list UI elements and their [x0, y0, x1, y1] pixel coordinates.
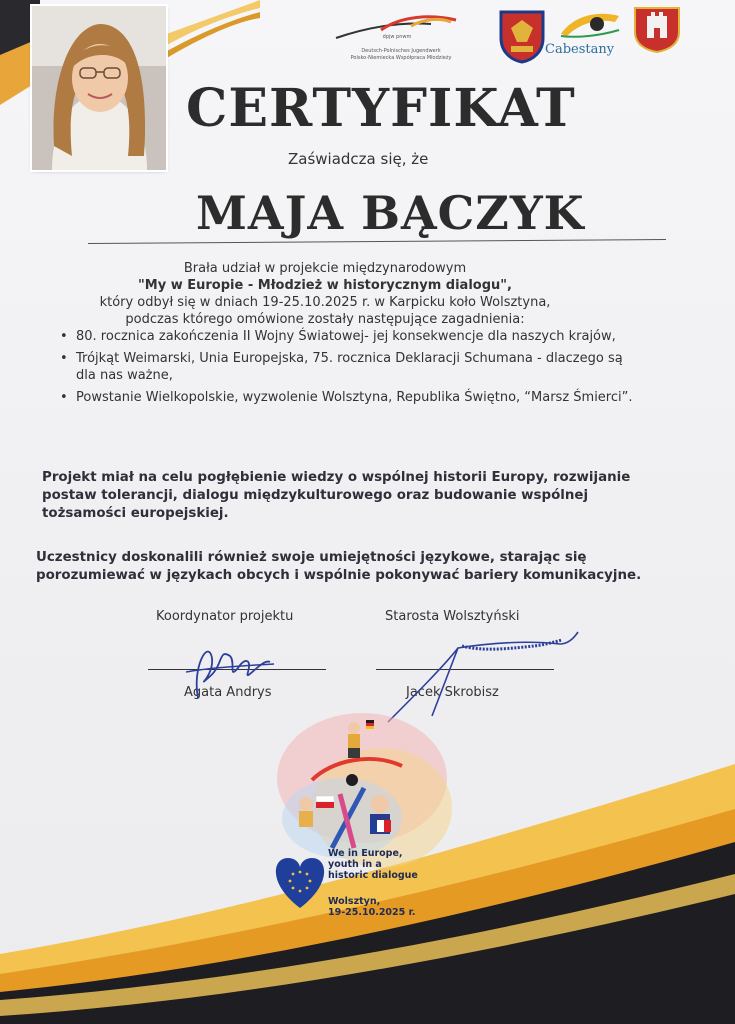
project-emblem — [262, 708, 452, 938]
left-handwritten-signature-icon — [178, 628, 278, 708]
intro-line-3: który odbył się w dniach 19-25.10.2025 r. w Karpicku koło Wolsztyna, — [99, 295, 551, 310]
partner-logos — [331, 8, 711, 78]
intro-text — [90, 260, 560, 328]
left-signature-role: Koordynator projektu — [156, 609, 294, 624]
recipient-name: MAJA BĄCZYK — [196, 186, 585, 240]
eu-heart-icon — [276, 858, 324, 908]
pnwm-small-text: dpjw pnwm — [382, 34, 412, 40]
pnwm-line1: Deutsch-Polnisches Jugendwerk — [361, 48, 441, 54]
project-title: "My w Europie - Młodzież w historycznym dialogu", — [138, 278, 512, 293]
language-skills-paragraph: Uczestnicy doskonalili również swoje umiejętności językowe, starając się porozumiewać w językach obcych i wspólnie pokonywać bariery komunikacyjne. — [36, 550, 642, 583]
emblem-line-2: youth in a — [328, 859, 382, 870]
topics-list — [60, 328, 640, 411]
coat-of-arms-icon — [497, 8, 547, 64]
cabestany-logo-icon — [553, 8, 623, 42]
emblem-place: Wolsztyn, — [328, 896, 381, 907]
emblem-line-3: historic dialogue — [328, 870, 418, 881]
topic-item: • Trójkąt Weimarski, Unia Europejska, 75. rocznica Deklaracji Schumana - dlaczego są dla nas ważne, — [60, 350, 640, 384]
left-signature-name: Agata Andrys — [184, 685, 272, 700]
participant-photo — [32, 6, 166, 170]
emblem-line-1: We in Europe, — [328, 848, 403, 859]
pnwm-line2: Polsko-Niemiecka Współpraca Młodzieży — [350, 55, 452, 61]
certificate-subtitle: Zaświadcza się, że — [288, 150, 429, 168]
right-signature-role: Starosta Wolsztyński — [385, 609, 520, 624]
cabestany-label: Cabestany — [545, 42, 615, 57]
project-goal-paragraph: Projekt miał na celu pogłębienie wiedzy o wspólnej historii Europy, rozwijanie postaw tolerancji, dialogu międzykulturowego oraz budowanie wspólnej tożsamości europejskiej. — [42, 470, 631, 521]
emblem-dates: 19-25.10.2025 r. — [328, 907, 416, 918]
intro-line-1: Brała udział w projekcie międzynarodowym — [183, 261, 467, 276]
intro-line-4: podczas którego omówione zostały następujące zagadnienia: — [125, 312, 525, 327]
topic-item: • Powstanie Wielkopolskie, wyzwolenie Wolsztyna, Republika Świętno, “Marsz Śmierci”. — [60, 389, 640, 406]
certificate-title: CERTYFIKAT — [186, 78, 576, 139]
city-crest-icon — [631, 4, 683, 54]
right-signature-name: Jacek Skrobisz — [406, 685, 499, 700]
topic-item: • 80. rocznica zakończenia II Wojny Światowej- jej konsekwencje dla naszych krajów, — [60, 328, 640, 345]
